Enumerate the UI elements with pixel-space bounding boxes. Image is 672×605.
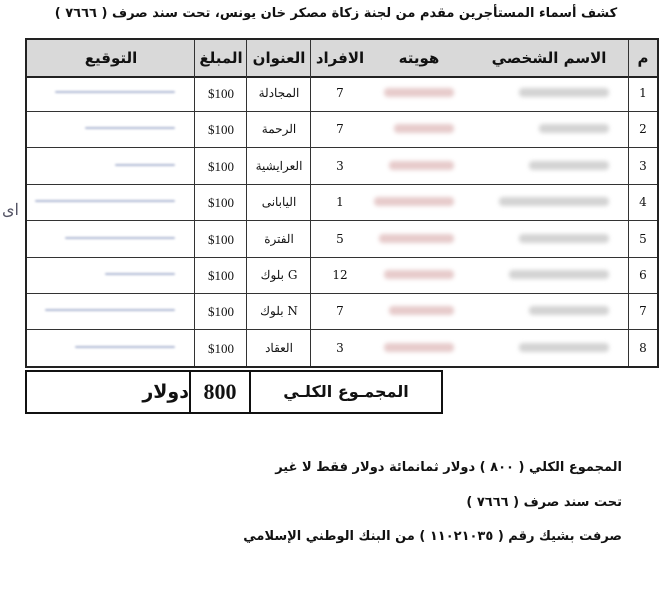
header-index: م [637, 49, 649, 67]
header-id: هويته [398, 49, 440, 67]
table-row [27, 294, 657, 330]
row-amount: $100 [208, 340, 234, 356]
row-index: 5 [639, 231, 647, 246]
signature-mark [45, 309, 175, 311]
footer-total-words: المجموع الكلي ( ٨٠٠ ) دولار ثمانمائة دولار فقط لا غير [275, 460, 622, 475]
row-index: 4 [639, 195, 647, 210]
redacted-id [389, 161, 454, 170]
row-members: 3 [336, 158, 344, 173]
table-row [27, 222, 657, 258]
header-amount: المبلغ [199, 49, 243, 67]
redacted-id [384, 343, 454, 352]
redacted-id [379, 234, 454, 243]
row-index: 8 [639, 340, 647, 355]
table-row [27, 331, 657, 367]
header-members: الافراد [315, 49, 365, 67]
row-amount: $100 [208, 158, 234, 174]
row-members: 5 [336, 231, 344, 246]
row-members: 3 [336, 340, 344, 355]
redacted-name [499, 197, 609, 206]
row-amount: $100 [208, 195, 234, 211]
row-amount: $100 [208, 86, 234, 101]
total-divider [249, 372, 251, 412]
tenants-table [25, 38, 659, 368]
column-divider [194, 40, 195, 366]
row-amount: $100 [208, 268, 234, 283]
redacted-name [539, 124, 609, 133]
redacted-name [519, 234, 609, 243]
total-value: 800 [203, 379, 237, 404]
signature-mark [85, 127, 175, 129]
row-address: G بلوك [260, 268, 298, 282]
total-box [25, 370, 443, 414]
header-name: الاسم الشخصي [491, 49, 607, 67]
row-members: 1 [336, 195, 344, 210]
redacted-name [519, 343, 609, 352]
column-divider [246, 40, 247, 366]
signature-mark [75, 346, 175, 348]
row-index: 3 [639, 158, 647, 173]
redacted-id [374, 197, 454, 206]
redacted-id [389, 306, 454, 315]
margin-handwriting: اى [2, 200, 19, 219]
row-members: 7 [336, 304, 344, 319]
header-signature: التوقيع [84, 49, 138, 67]
table-row [27, 76, 657, 112]
total-label: المجمـوع الكلـي [283, 382, 409, 401]
row-index: 1 [639, 86, 647, 100]
redacted-name [519, 88, 609, 97]
column-divider [310, 40, 311, 366]
document-title: كشف أسماء المستأجرين مقدم من لجنة زكاة مصكر خان يونس، تحت سند صرف ( ٧٦٦٦ ) [54, 6, 618, 21]
table-row [27, 149, 657, 185]
row-address: الرحمة [261, 122, 297, 137]
table-row [27, 258, 657, 294]
footer-cheque: صرفت بشيك رقم ( ١١٠٢١٠٣٥ ) من البنك الوطني الإسلامي [243, 529, 622, 544]
row-address: N بلوك [260, 304, 298, 319]
total-divider [189, 372, 191, 412]
row-index: 6 [639, 268, 647, 282]
redacted-name [529, 306, 609, 315]
row-address: العرايشية [255, 158, 303, 173]
row-amount: $100 [208, 304, 234, 320]
row-address: العقاد [265, 340, 293, 355]
row-index: 7 [639, 304, 647, 319]
row-address: الفترة [264, 231, 294, 246]
table-row [27, 185, 657, 221]
row-amount: $100 [208, 231, 234, 247]
redacted-id [384, 270, 454, 279]
row-amount: $100 [208, 122, 234, 138]
redacted-id [384, 88, 454, 97]
row-members: 12 [332, 268, 348, 282]
row-members: 7 [336, 122, 344, 137]
redacted-id [394, 124, 454, 133]
table-row [27, 112, 657, 148]
row-address: المجادلة [258, 86, 300, 100]
signature-mark [65, 237, 175, 239]
row-index: 2 [639, 122, 647, 137]
signature-mark [55, 91, 175, 93]
redacted-name [529, 161, 609, 170]
row-address: اليابانى [261, 195, 297, 210]
table-header [27, 40, 657, 78]
signature-mark [35, 200, 175, 202]
signature-mark [105, 273, 175, 275]
column-divider [628, 40, 629, 366]
header-address: العنوان [252, 49, 306, 67]
total-currency: دولار [142, 381, 189, 403]
row-members: 7 [336, 86, 344, 100]
footer-voucher: تحت سند صرف ( ٧٦٦٦ ) [466, 495, 622, 510]
signature-mark [115, 164, 175, 166]
redacted-name [509, 270, 609, 279]
